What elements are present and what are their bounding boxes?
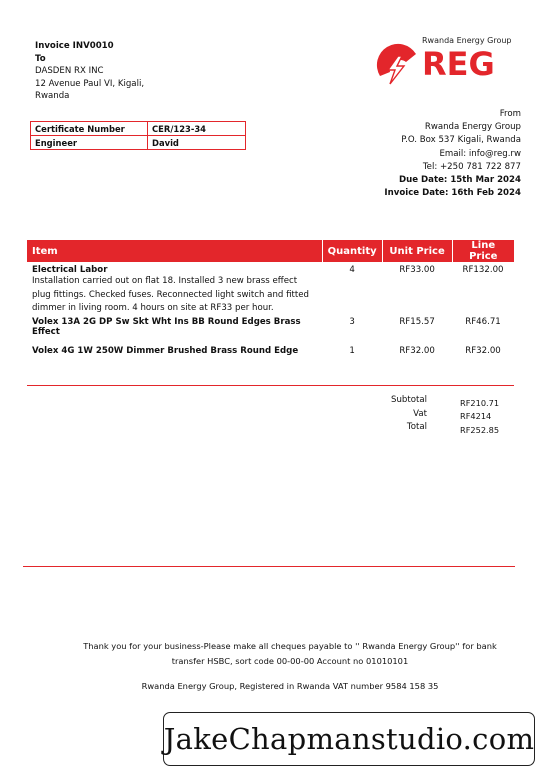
vat-value: RF4214	[460, 411, 492, 422]
header-quantity: Quantity	[322, 240, 382, 262]
item-name: Volex 13A 2G DP Sw Skt Wht Ins BB Round Edges Brass Effect	[32, 316, 301, 337]
from-email: Email: info@reg.rw	[439, 148, 521, 159]
watermark-text: JakeChapmanstudio.com	[163, 722, 535, 756]
divider	[23, 566, 515, 567]
item-unit-price: RF15.57	[399, 316, 435, 327]
from-address: P.O. Box 537 Kigali, Rwanda	[401, 135, 521, 146]
from-phone: Tel: +250 781 722 877	[422, 161, 521, 172]
items-table	[27, 240, 514, 356]
divider	[27, 385, 514, 386]
certificate-row	[31, 122, 246, 136]
item-cell	[27, 337, 322, 356]
item-unit-price: RF33.00	[399, 265, 435, 275]
header-item: Item	[27, 240, 322, 262]
item-cell	[27, 262, 322, 316]
certificate-number-label: Certificate Number	[31, 122, 148, 136]
from-company: Rwanda Energy Group	[424, 122, 521, 133]
certificate-number-value: CER/123-34	[148, 122, 246, 136]
item-line-price: RF32.00	[465, 345, 501, 356]
invoice-date: Invoice Date: 16th Feb 2024	[384, 188, 521, 199]
logo-wordmark: REG	[422, 45, 495, 83]
to-label: To	[35, 53, 46, 64]
subtotal-value: RF210.71	[460, 398, 500, 408]
item-cell	[27, 316, 322, 337]
subtotal-label: Subtotal	[390, 395, 427, 405]
item-unit-price: RF32.00	[399, 345, 435, 356]
totals-labels	[391, 394, 427, 435]
lightning-logo-icon	[376, 40, 420, 86]
footer	[70, 639, 510, 694]
reg-logo	[376, 36, 516, 88]
header-line-price: Line Price	[452, 240, 514, 262]
item-quantity: 1	[349, 345, 355, 356]
certificate-table	[30, 121, 246, 150]
customer-name: DASDEN RX INC	[35, 66, 104, 77]
item-description: Installation carried out on flat 18. Installed 3 new brass effect plug fittings. Checked fuses. Reconnected light switch and fitted dimmer in living room. 4 hours on site at RF33 per hour.	[32, 276, 309, 313]
from-block	[384, 108, 521, 200]
engineer-value: David	[148, 136, 246, 150]
table-row	[27, 337, 514, 356]
items-header-row	[27, 240, 514, 262]
item-name: Volex 4G 1W 250W Dimmer Brushed Brass Round Edge	[32, 345, 299, 356]
footer-registration: Rwanda Energy Group, Registered in Rwanda VAT number 9584 158 35	[141, 681, 439, 691]
footer-bank-line: transfer HSBC, sort code 00-00-00 Account no 01010101	[171, 656, 409, 666]
due-date: Due Date: 15th Mar 2024	[398, 175, 521, 186]
vat-label: Vat	[413, 408, 427, 419]
item-quantity: 3	[349, 316, 355, 327]
table-row	[27, 316, 514, 337]
item-line-price: RF132.00	[462, 265, 504, 275]
engineer-label: Engineer	[31, 136, 148, 150]
totals-values	[460, 397, 499, 437]
item-quantity: 4	[349, 265, 355, 275]
customer-country: Rwanda	[35, 91, 70, 102]
logo-org-name: Rwanda Energy Group	[422, 36, 512, 45]
engineer-row	[31, 136, 246, 150]
invoice-number: Invoice INV0010	[35, 41, 114, 51]
customer-address-line: 12 Avenue Paul VI, Kigali,	[35, 78, 145, 89]
from-label: From	[499, 109, 521, 119]
bill-to-block	[35, 40, 144, 103]
item-name: Electrical Labor	[32, 265, 108, 275]
total-label: Total	[406, 422, 427, 433]
item-line-price: RF46.71	[465, 316, 501, 327]
header-unit-price: Unit Price	[382, 240, 452, 262]
footer-thanks-line: Thank you for your business-Please make all cheques payable to '' Rwanda Energy Group'' for bank	[83, 641, 497, 651]
total-value: RF252.85	[460, 424, 500, 435]
table-row	[27, 262, 514, 316]
watermark-banner	[163, 712, 535, 766]
